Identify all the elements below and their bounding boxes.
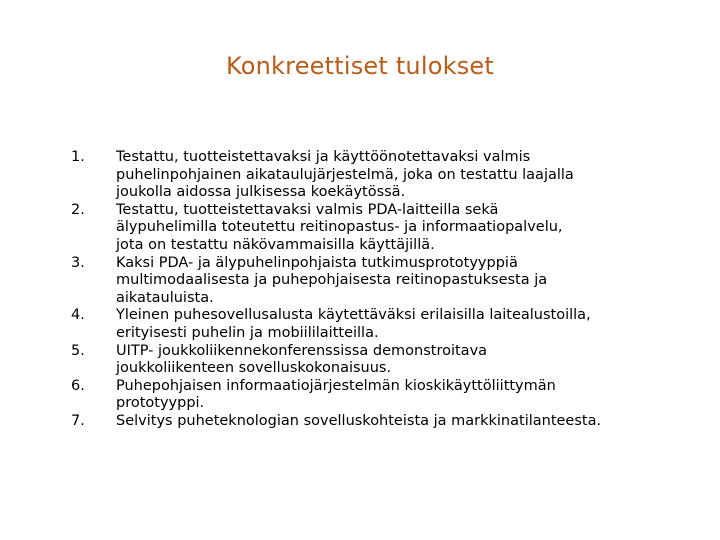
item-text-line: aikatauluista.	[116, 289, 214, 306]
item-number: 3.	[71, 254, 85, 271]
item-text	[116, 307, 691, 342]
list-item	[71, 413, 691, 431]
results-list	[71, 149, 691, 431]
item-text-line: Selvitys puheteknologian sovelluskohteista ja markkinatilanteesta.	[116, 412, 602, 429]
list-item	[71, 202, 691, 255]
item-text-line: Testattu, tuotteistettavaksi valmis PDA-laitteilla sekä	[116, 201, 499, 218]
item-number: 2.	[71, 201, 85, 218]
item-text	[116, 378, 691, 413]
item-text-line: puhelinpohjainen aikataulujärjestelmä, joka on testattu laajalla	[116, 166, 574, 183]
item-text-line: Yleinen puhesovellusalusta käytettäväksi erilaisilla laitealustoilla,	[116, 307, 591, 324]
item-text-line: Kaksi PDA- ja älypuhelinpohjaista tutkimusprototyyppiä	[116, 254, 518, 271]
item-text-line: UITP- joukkoliikennekonferenssissa demonstroitava	[116, 342, 488, 359]
slide-title: Konkreettiset tulokset	[226, 52, 494, 80]
item-number: 7.	[71, 412, 85, 429]
item-text-line: jota on testattu näkövammaisilla käyttäjillä.	[116, 236, 435, 253]
item-text	[116, 343, 691, 378]
list-item	[71, 307, 691, 342]
item-text-line: erityisesti puhelin ja mobiililaitteilla.	[116, 324, 379, 341]
list-item	[71, 343, 691, 378]
item-text	[116, 149, 691, 202]
item-text-line: älypuhelimilla toteutettu reitinopastus- ja informaatiopalvelu,	[116, 219, 563, 236]
item-text	[116, 202, 691, 255]
item-number: 6.	[71, 377, 85, 394]
item-text-line: Testattu, tuotteistettavaksi ja käyttöönotettavaksi valmis	[116, 149, 531, 165]
item-text-line: multimodaalisesta ja puhepohjaisesta reitinopastuksesta ja	[116, 272, 548, 289]
item-text-line: Puhepohjaisen informaatiojärjestelmän kioskikäyttöliittymän	[116, 377, 556, 394]
item-number: 1.	[71, 149, 85, 165]
item-text-line: prototyyppi.	[116, 395, 205, 412]
item-number: 5.	[71, 342, 85, 359]
item-number: 4.	[71, 307, 85, 324]
item-text-line: joukkoliikenteen sovelluskokonaisuus.	[116, 360, 392, 377]
list-item	[71, 149, 691, 202]
item-text-line: joukolla aidossa julkisessa koekäytössä.	[116, 184, 406, 201]
list-item	[71, 378, 691, 413]
item-text	[116, 413, 691, 431]
list-item	[71, 255, 691, 308]
item-text	[116, 255, 691, 308]
